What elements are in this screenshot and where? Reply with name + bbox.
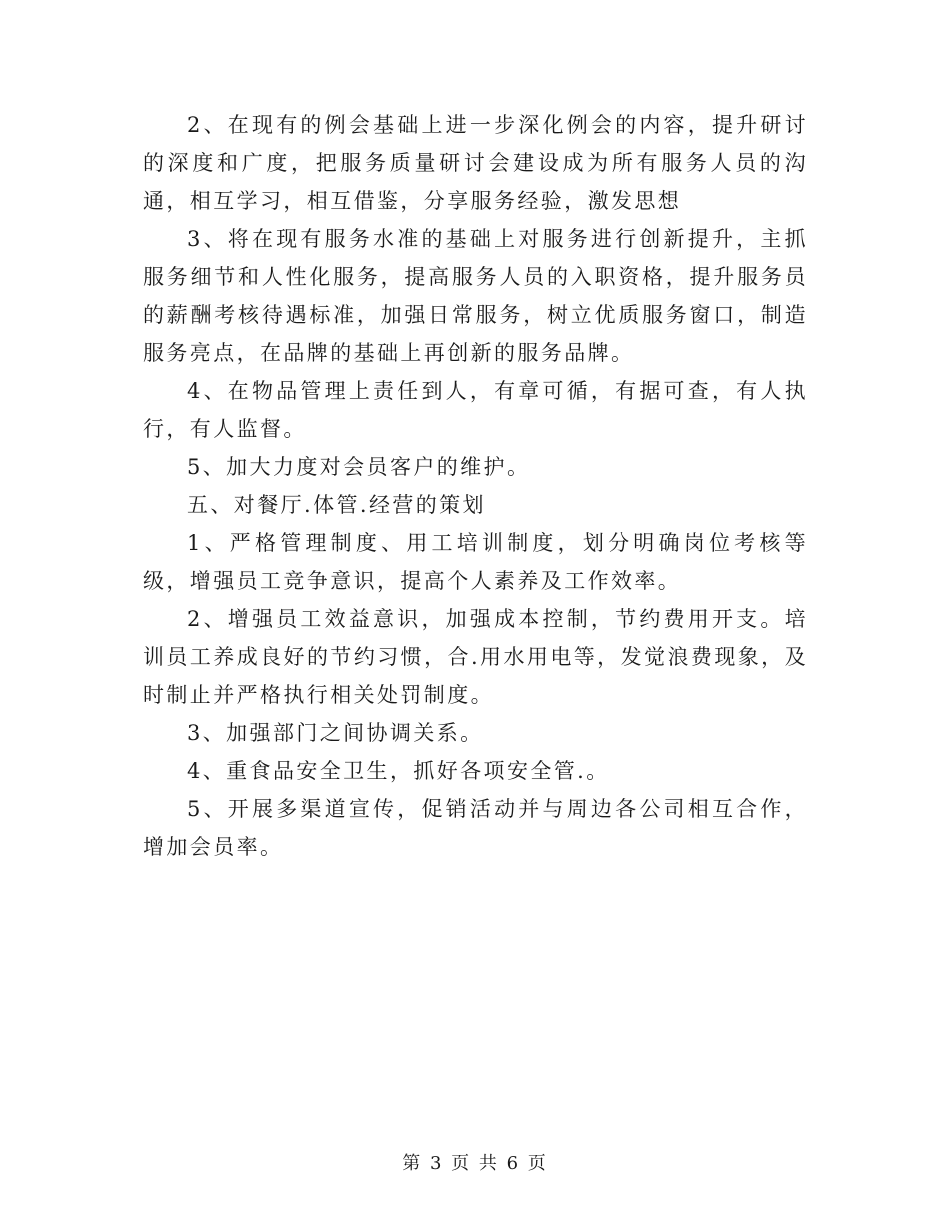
paragraph-item-4-food-safety: 4、重食品安全卫生，抓好各项安全管.。 — [187, 759, 610, 783]
paragraph-item-5-member-maintenance: 5、加大力度对会员客户的维护。 — [187, 455, 531, 479]
paragraph-item-2-cost-control: 2、增强员工效益意识，加强成本控制，节约费用开支。培训员工养成良好的节约习惯，合.用水用电等，发觉浪费现象，及时制止并严格执行相关处罚制度。 — [143, 607, 808, 707]
paragraph-item-4-goods-management: 4、在物品管理上责任到人，有章可循，有据可查，有人执行，有人监督。 — [143, 379, 808, 441]
paragraph-item-2-regular-meetings: 2、在现有的例会基础上进一步深化例会的内容，提升研讨的深度和广度，把服务质量研讨会建设成为所有服务人员的沟通，相互学习，相互借鉴，分享服务经验，激发思想 — [143, 113, 808, 213]
paragraph-item-3-department-coordination: 3、加强部门之间协调关系。 — [187, 721, 484, 745]
paragraph-item-5-promotion: 5、开展多渠道宣传，促销活动并与周边各公司相互合作，增加会员率。 — [143, 797, 808, 859]
paragraph-item-1-management-system: 1、严格管理制度、用工培训制度，划分明确岗位考核等级，增强员工竞争意识，提高个人素养及工作效率。 — [143, 531, 808, 593]
paragraph-item-3-service-innovation: 3、将在现有服务水准的基础上对服务进行创新提升，主抓服务细节和人性化服务，提高服务人员的入职资格，提升服务员的薪酬考核待遇标准，加强日常服务，树立优质服务窗口，制造服务亮点，在品牌的基础上再创新的服务品牌。 — [143, 227, 808, 365]
section-heading-five: 五、对餐厅.体管.经营的策划 — [187, 493, 486, 517]
page-number-footer: 第 3 页 共 6 页 — [402, 1153, 548, 1174]
document-body — [143, 106, 808, 866]
